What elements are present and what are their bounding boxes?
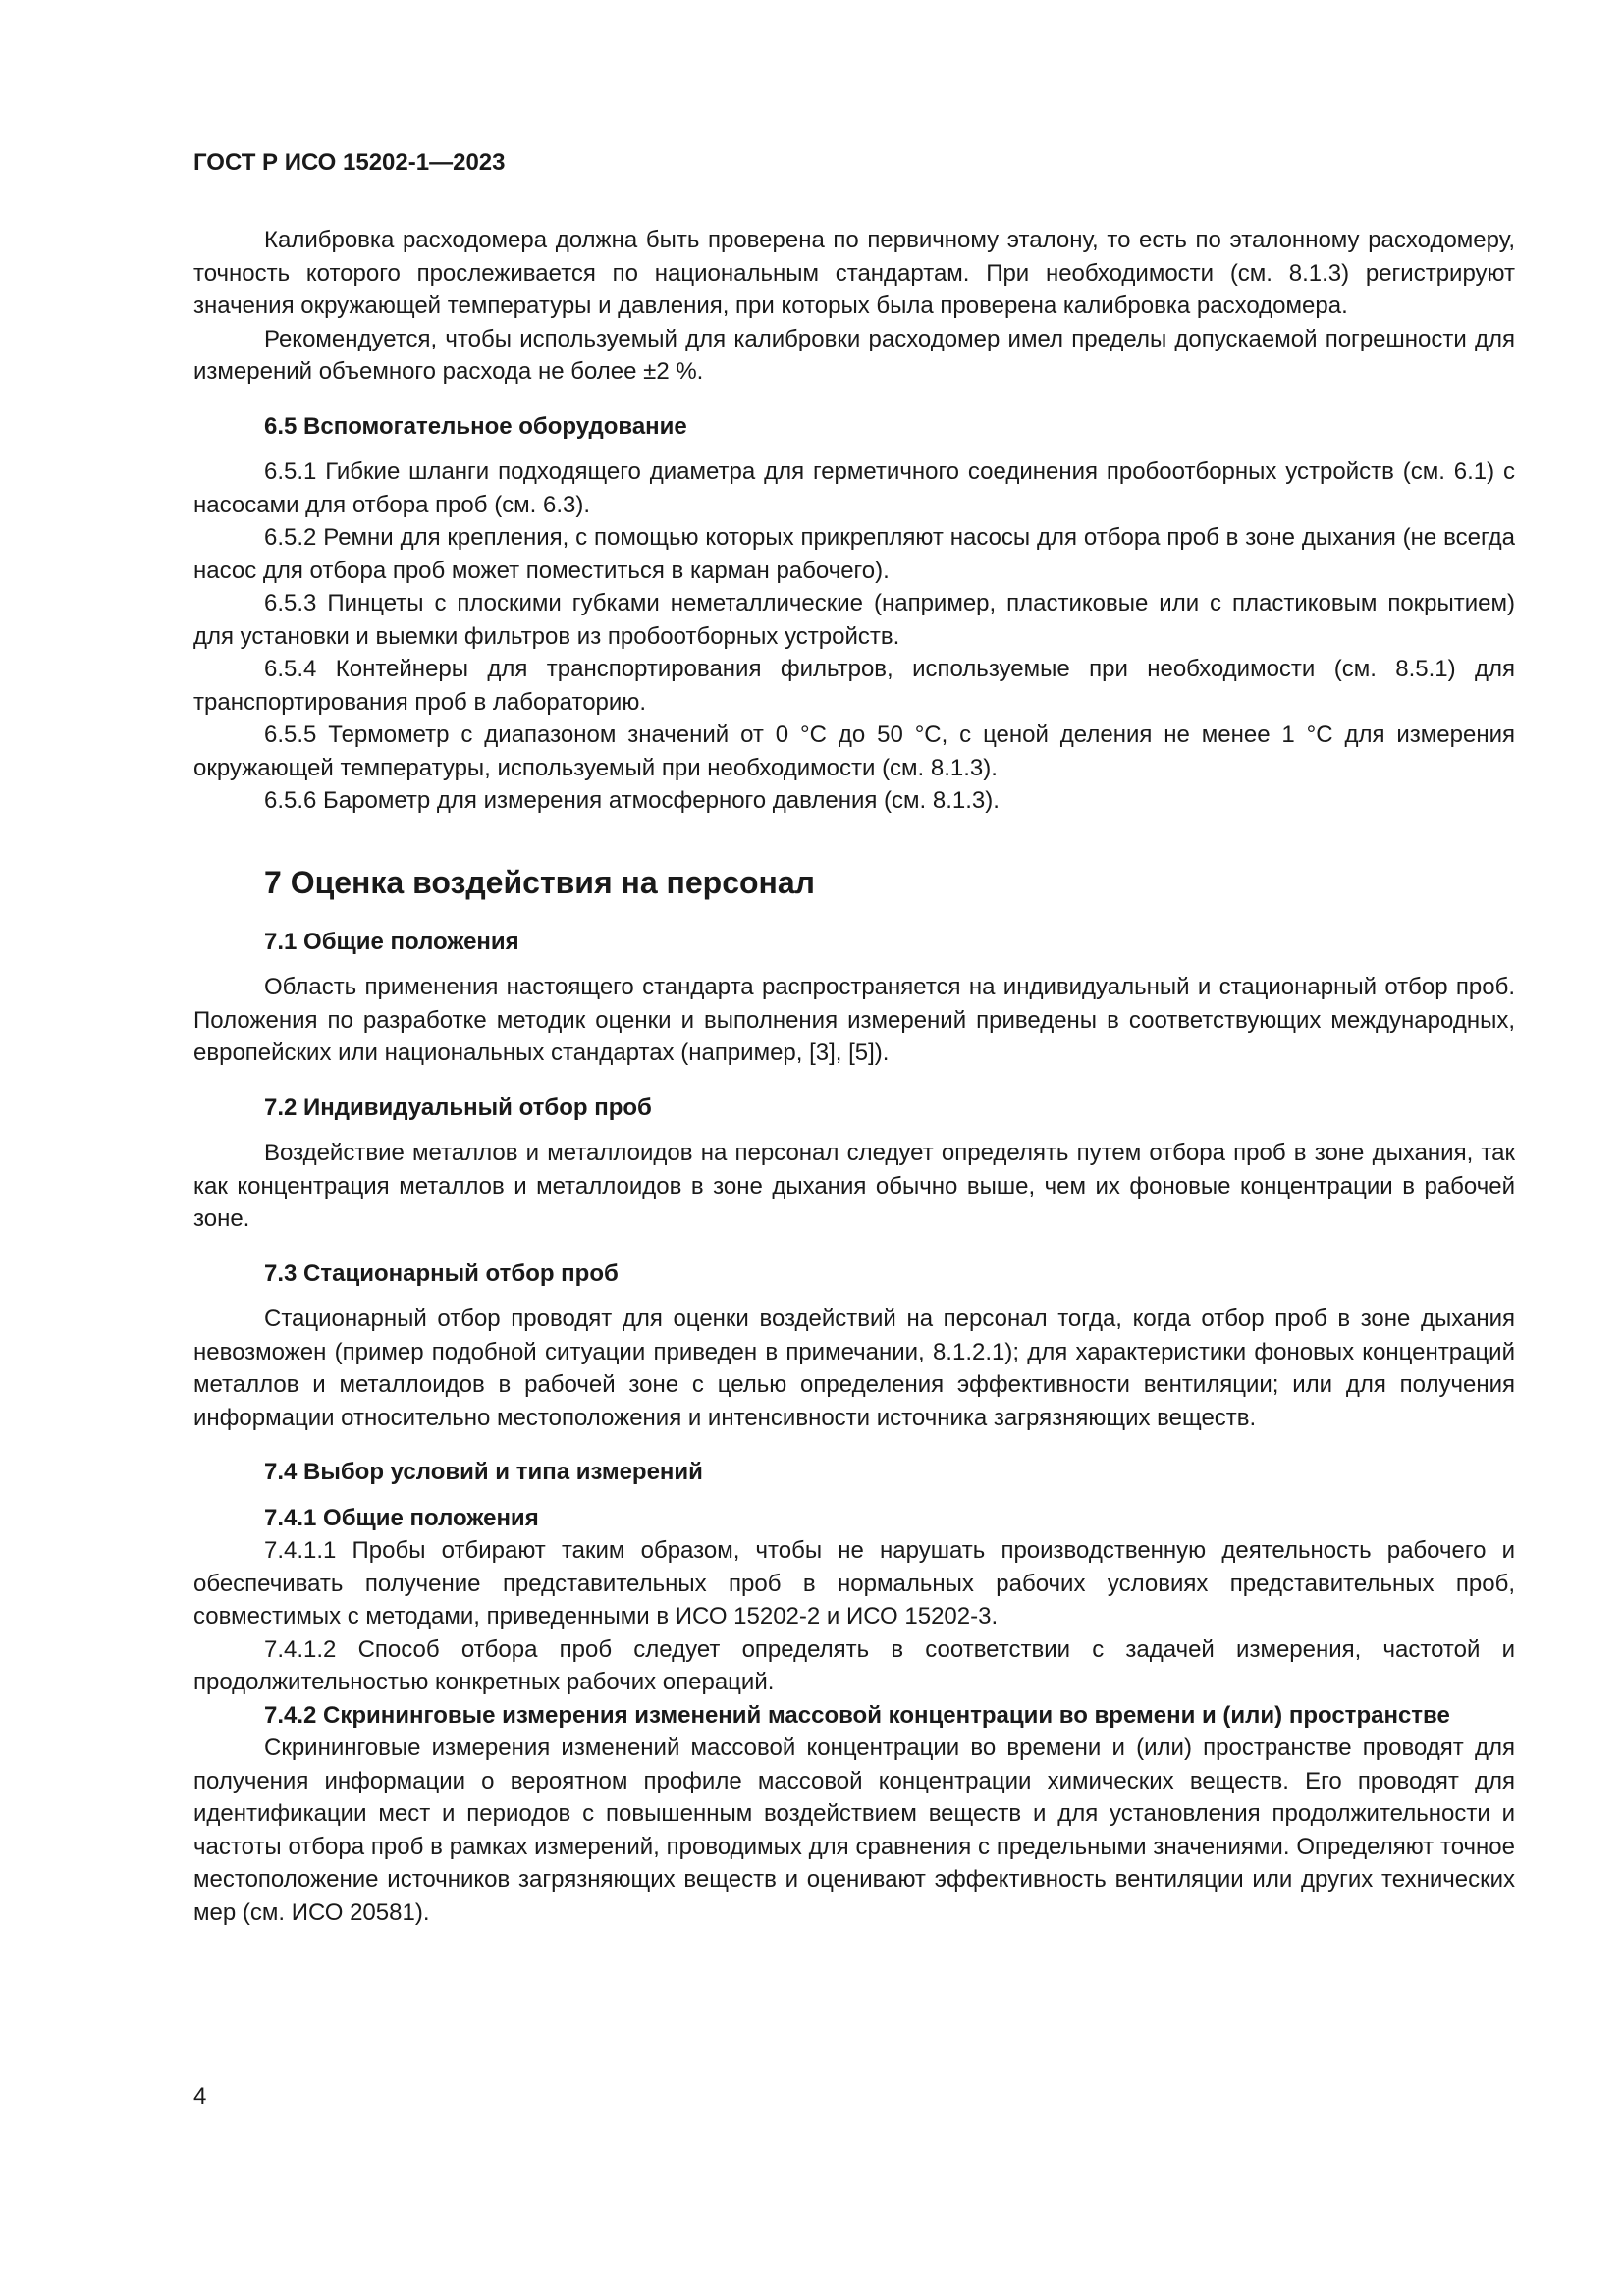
section-heading-6-5: 6.5 Вспомогательное оборудование (264, 412, 687, 440)
list-item: 6.5.5 Термометр с диапазоном значений от 0 °C до 50 °C, с ценой деления не менее 1 °C для измерения окружающей температуры, используемый при необходимости (см. 8.1.3). (193, 721, 1515, 781)
section-heading-7-4-2: 7.4.2 Скрининговые измерения изменений массовой концентрации во времени и (или) пространстве (264, 1701, 1450, 1729)
page-number: 4 (193, 2083, 207, 2109)
list-item: 6.5.4 Контейнеры для транспортирования фильтров, используемые при необходимости (см. 8.5.1) для транспортирования проб в лабораторию. (193, 656, 1515, 716)
paragraph: Воздействие металлов и металлоидов на персонал следует определять путем отбора проб в зоне дыхания, так как концентрация металлов и металлоидов в зоне дыхания обычно выше, чем их фоновые концентрации в рабочей зоне. (193, 1140, 1515, 1232)
paragraph: 7.4.1.1 Пробы отбирают таким образом, чтобы не нарушать производственную деятельность рабочего и обеспечивать получение представительных проб в нормальных рабочих условиях представительных проб, совместимых с методами, приведенными в ИСО 15202-2 и ИСО 15202-3. (193, 1537, 1515, 1629)
paragraph: Калибровка расходомера должна быть проверена по первичному эталону, то есть по эталонному расходомеру, точность которого прослеживается по национальным стандартам. При необходимости (см. 8.1.3) регистрируют значения окружающей температуры и давления, при которых была проверена калибровка расходомера. (193, 227, 1515, 319)
paragraph: Стационарный отбор проводят для оценки воздействий на персонал тогда, когда отбор проб в зоне дыхания невозможен (пример подобной ситуации приведен в примечании, 8.1.2.1); для характеристики фоновых концентраций металлов и металлоидов в рабочей зоне с целью определения эффективности вентиляции; или для получения информации относительно местоположения и интенсивности источника загрязняющих веществ. (193, 1306, 1515, 1431)
page-body (193, 224, 1515, 1929)
section-heading-7-1: 7.1 Общие положения (264, 928, 519, 955)
document-header: ГОСТ Р ИСО 15202-1—2023 (193, 149, 506, 176)
section-heading-7-3: 7.3 Стационарный отбор проб (264, 1259, 619, 1287)
section-heading-7-2: 7.2 Индивидуальный отбор проб (264, 1094, 652, 1121)
paragraph: 7.4.1.2 Способ отбора проб следует определять в соответствии с задачей измерения, частотой и продолжительностью конкретных рабочих операций. (193, 1635, 1515, 1695)
paragraph: Рекомендуется, чтобы используемый для калибровки расходомер имел пределы допускаемой погрешности для измерений объемного расхода не более ±2 %. (193, 325, 1515, 385)
paragraph: Скрининговые измерения изменений массовой концентрации во времени и (или) пространстве проводят для получения информации о вероятном профиле массовой концентрации химических веществ. Его проводят для идентификации мест и периодов с повышенным воздействием веществ и для установления продолжительности и частоты отбора проб в рамках измерений, проводимых для сравнения с предельными значениями. Определяют точное местоположение источников загрязняющих веществ и оценивают эффективность вентиляции или других технических мер (см. ИСО 20581). (193, 1735, 1515, 1926)
list-item: 6.5.3 Пинцеты с плоскими губками неметаллические (например, пластиковые или с пластиковым покрытием) для установки и выемки фильтров из пробоотборных устройств. (193, 590, 1515, 650)
list-item: 6.5.2 Ремни для крепления, с помощью которых прикрепляют насосы для отбора проб в зоне дыхания (не всегда насос для отбора проб может поместиться в карман рабочего). (193, 524, 1515, 584)
section-heading-7-4: 7.4 Выбор условий и типа измерений (264, 1459, 703, 1485)
list-item: 6.5.1 Гибкие шланги подходящего диаметра для герметичного соединения пробоотборных устройств (см. 6.1) с насосами для отбора проб (см. 6.3). (193, 458, 1515, 518)
paragraph: Область применения настоящего стандарта распространяется на индивидуальный и стационарный отбор проб. Положения по разработке методик оценки и выполнения измерений приведены в соответствующих международных, европейских или национальных стандартах (например, [3], [5]). (193, 974, 1515, 1066)
section-heading-7-4-1: 7.4.1 Общие положения (264, 1504, 539, 1531)
list-item: 6.5.6 Барометр для измерения атмосферного давления (см. 8.1.3). (264, 787, 1000, 814)
section-heading-7: 7 Оценка воздействия на персонал (264, 864, 815, 900)
